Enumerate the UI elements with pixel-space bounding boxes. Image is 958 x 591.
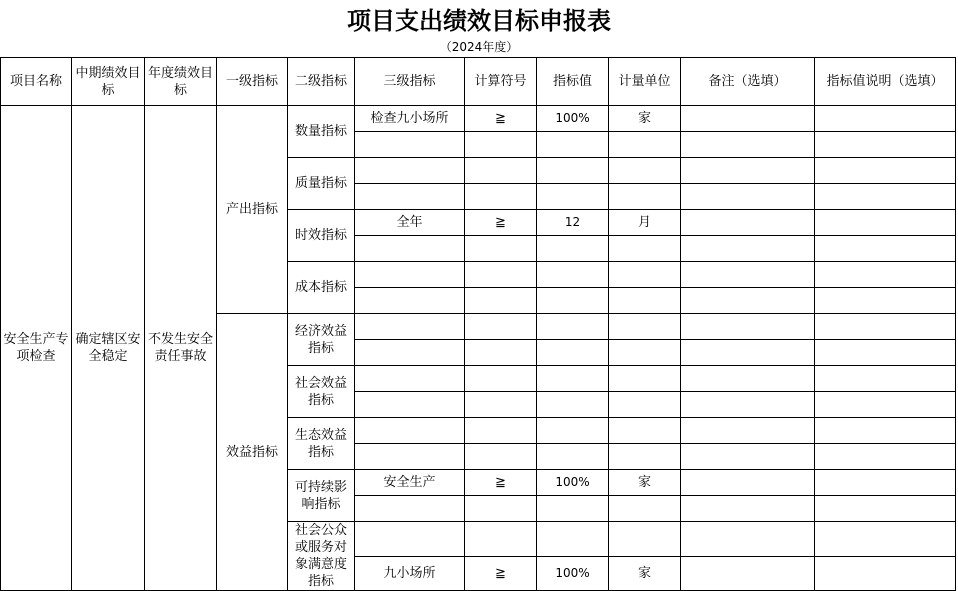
value-cell[interactable] — [537, 366, 609, 392]
level3-cell[interactable]: 九小场所 — [355, 556, 465, 591]
level3-cell[interactable] — [355, 496, 465, 522]
performance-table — [0, 57, 956, 591]
remark-cell[interactable] — [681, 470, 815, 496]
operator-cell[interactable] — [465, 132, 537, 158]
header-level2: 二级指标 — [288, 58, 355, 106]
remark-cell[interactable] — [681, 444, 815, 470]
value-note-cell[interactable] — [815, 106, 956, 132]
level2-social-cell: 社会效益指标 — [288, 366, 355, 418]
unit-cell[interactable] — [609, 522, 681, 557]
remark-cell[interactable] — [681, 366, 815, 392]
value-note-cell[interactable] — [815, 184, 956, 210]
operator-cell[interactable] — [465, 236, 537, 262]
header-row — [1, 58, 956, 106]
value-note-cell[interactable] — [815, 314, 956, 340]
operator-cell[interactable] — [465, 444, 537, 470]
value-cell[interactable]: 100% — [537, 556, 609, 591]
unit-cell[interactable] — [609, 262, 681, 288]
operator-cell[interactable] — [465, 340, 537, 366]
project-name-cell: 安全生产专项检查 — [1, 106, 72, 591]
remark-cell[interactable] — [681, 496, 815, 522]
value-cell[interactable] — [537, 340, 609, 366]
remark-cell[interactable] — [681, 556, 815, 591]
header-level1: 一级指标 — [217, 58, 288, 106]
level3-cell[interactable] — [355, 418, 465, 444]
table-row — [1, 106, 956, 132]
unit-cell[interactable] — [609, 444, 681, 470]
level1-output-cell: 产出指标 — [217, 106, 288, 314]
mid-term-goal-cell: 确定辖区安全稳定 — [72, 106, 145, 591]
remark-cell[interactable] — [681, 522, 815, 557]
operator-cell[interactable] — [465, 262, 537, 288]
header-remark: 备注（选填） — [681, 58, 815, 106]
level3-cell[interactable] — [355, 444, 465, 470]
unit-cell[interactable] — [609, 236, 681, 262]
level3-cell[interactable]: 安全生产 — [355, 470, 465, 496]
level2-satisfaction-cell: 社会公众或服务对象满意度指标 — [288, 522, 355, 591]
value-note-cell[interactable] — [815, 132, 956, 158]
remark-cell[interactable] — [681, 210, 815, 236]
form-year: （2024年度） — [439, 40, 519, 54]
level3-cell[interactable] — [355, 132, 465, 158]
level3-cell[interactable] — [355, 340, 465, 366]
value-cell[interactable]: 100% — [537, 470, 609, 496]
unit-cell[interactable] — [609, 132, 681, 158]
header-annual-goal: 年度绩效目标 — [145, 58, 217, 106]
value-cell[interactable] — [537, 262, 609, 288]
remark-cell[interactable] — [681, 288, 815, 314]
value-cell[interactable] — [537, 236, 609, 262]
value-note-cell[interactable] — [815, 262, 956, 288]
unit-cell[interactable] — [609, 418, 681, 444]
unit-cell[interactable] — [609, 314, 681, 340]
level2-quantity-cell: 数量指标 — [288, 106, 355, 158]
remark-cell[interactable] — [681, 158, 815, 184]
form-title: 项目支出绩效目标申报表 — [347, 6, 611, 35]
unit-cell[interactable]: 家 — [609, 470, 681, 496]
level3-cell[interactable] — [355, 392, 465, 418]
value-note-cell[interactable] — [815, 366, 956, 392]
level2-cost-cell: 成本指标 — [288, 262, 355, 314]
level2-sustainability-cell: 可持续影响指标 — [288, 470, 355, 522]
level3-cell[interactable] — [355, 288, 465, 314]
value-note-cell[interactable] — [815, 236, 956, 262]
remark-cell[interactable] — [681, 418, 815, 444]
header-level3: 三级指标 — [355, 58, 465, 106]
annual-goal-cell: 不发生安全责任事故 — [145, 106, 217, 591]
level3-cell[interactable] — [355, 184, 465, 210]
operator-cell[interactable] — [465, 158, 537, 184]
remark-cell[interactable] — [681, 236, 815, 262]
level3-cell[interactable] — [355, 262, 465, 288]
operator-cell[interactable] — [465, 366, 537, 392]
operator-cell[interactable]: ≧ — [465, 556, 537, 591]
level3-cell[interactable]: 全年 — [355, 210, 465, 236]
unit-cell[interactable]: 家 — [609, 556, 681, 591]
value-cell[interactable] — [537, 314, 609, 340]
header-mid-term-goal: 中期绩效目标 — [72, 58, 145, 106]
value-cell[interactable]: 100% — [537, 106, 609, 132]
unit-cell[interactable] — [609, 366, 681, 392]
header-unit: 计量单位 — [609, 58, 681, 106]
value-cell[interactable] — [537, 522, 609, 557]
value-note-cell[interactable] — [815, 158, 956, 184]
operator-cell[interactable]: ≧ — [465, 210, 537, 236]
operator-cell[interactable] — [465, 418, 537, 444]
unit-cell[interactable]: 家 — [609, 106, 681, 132]
level2-economic-cell: 经济效益指标 — [288, 314, 355, 366]
operator-cell[interactable] — [465, 314, 537, 340]
remark-cell[interactable] — [681, 340, 815, 366]
unit-cell[interactable] — [609, 340, 681, 366]
value-cell[interactable] — [537, 288, 609, 314]
value-note-cell[interactable] — [815, 522, 956, 557]
value-note-cell[interactable] — [815, 340, 956, 366]
unit-cell[interactable] — [609, 288, 681, 314]
level2-quality-cell: 质量指标 — [288, 158, 355, 210]
value-note-cell[interactable] — [815, 210, 956, 236]
operator-cell[interactable] — [465, 522, 537, 557]
value-note-cell[interactable] — [815, 496, 956, 522]
value-note-cell[interactable] — [815, 556, 956, 591]
header-value-note: 指标值说明（选填） — [815, 58, 956, 106]
value-cell[interactable] — [537, 418, 609, 444]
level2-timeliness-cell: 时效指标 — [288, 210, 355, 262]
unit-cell[interactable]: 月 — [609, 210, 681, 236]
value-note-cell[interactable] — [815, 418, 956, 444]
level3-cell[interactable] — [355, 236, 465, 262]
remark-cell[interactable] — [681, 132, 815, 158]
level3-cell[interactable] — [355, 314, 465, 340]
level3-cell[interactable] — [355, 522, 465, 557]
value-cell[interactable] — [537, 392, 609, 418]
operator-cell[interactable] — [465, 288, 537, 314]
operator-cell[interactable] — [465, 496, 537, 522]
header-value: 指标值 — [537, 58, 609, 106]
operator-cell[interactable] — [465, 184, 537, 210]
remark-cell[interactable] — [681, 184, 815, 210]
remark-cell[interactable] — [681, 314, 815, 340]
value-cell[interactable]: 12 — [537, 210, 609, 236]
value-note-cell[interactable] — [815, 392, 956, 418]
unit-cell[interactable] — [609, 496, 681, 522]
remark-cell[interactable] — [681, 262, 815, 288]
remark-cell[interactable] — [681, 106, 815, 132]
remark-cell[interactable] — [681, 392, 815, 418]
value-note-cell[interactable] — [815, 470, 956, 496]
level3-cell[interactable] — [355, 366, 465, 392]
level2-ecological-cell: 生态效益指标 — [288, 418, 355, 470]
value-cell[interactable] — [537, 132, 609, 158]
operator-cell[interactable]: ≧ — [465, 106, 537, 132]
header-operator: 计算符号 — [465, 58, 537, 106]
value-note-cell[interactable] — [815, 444, 956, 470]
unit-cell[interactable] — [609, 158, 681, 184]
value-cell[interactable] — [537, 184, 609, 210]
level3-cell[interactable]: 检查九小场所 — [355, 106, 465, 132]
level3-cell[interactable] — [355, 158, 465, 184]
value-cell[interactable] — [537, 496, 609, 522]
operator-cell[interactable] — [465, 392, 537, 418]
value-cell[interactable] — [537, 158, 609, 184]
operator-cell[interactable]: ≧ — [465, 470, 537, 496]
unit-cell[interactable] — [609, 184, 681, 210]
value-cell[interactable] — [537, 444, 609, 470]
unit-cell[interactable] — [609, 392, 681, 418]
header-project-name: 项目名称 — [1, 58, 72, 106]
level1-benefit-cell: 效益指标 — [217, 314, 288, 591]
value-note-cell[interactable] — [815, 288, 956, 314]
